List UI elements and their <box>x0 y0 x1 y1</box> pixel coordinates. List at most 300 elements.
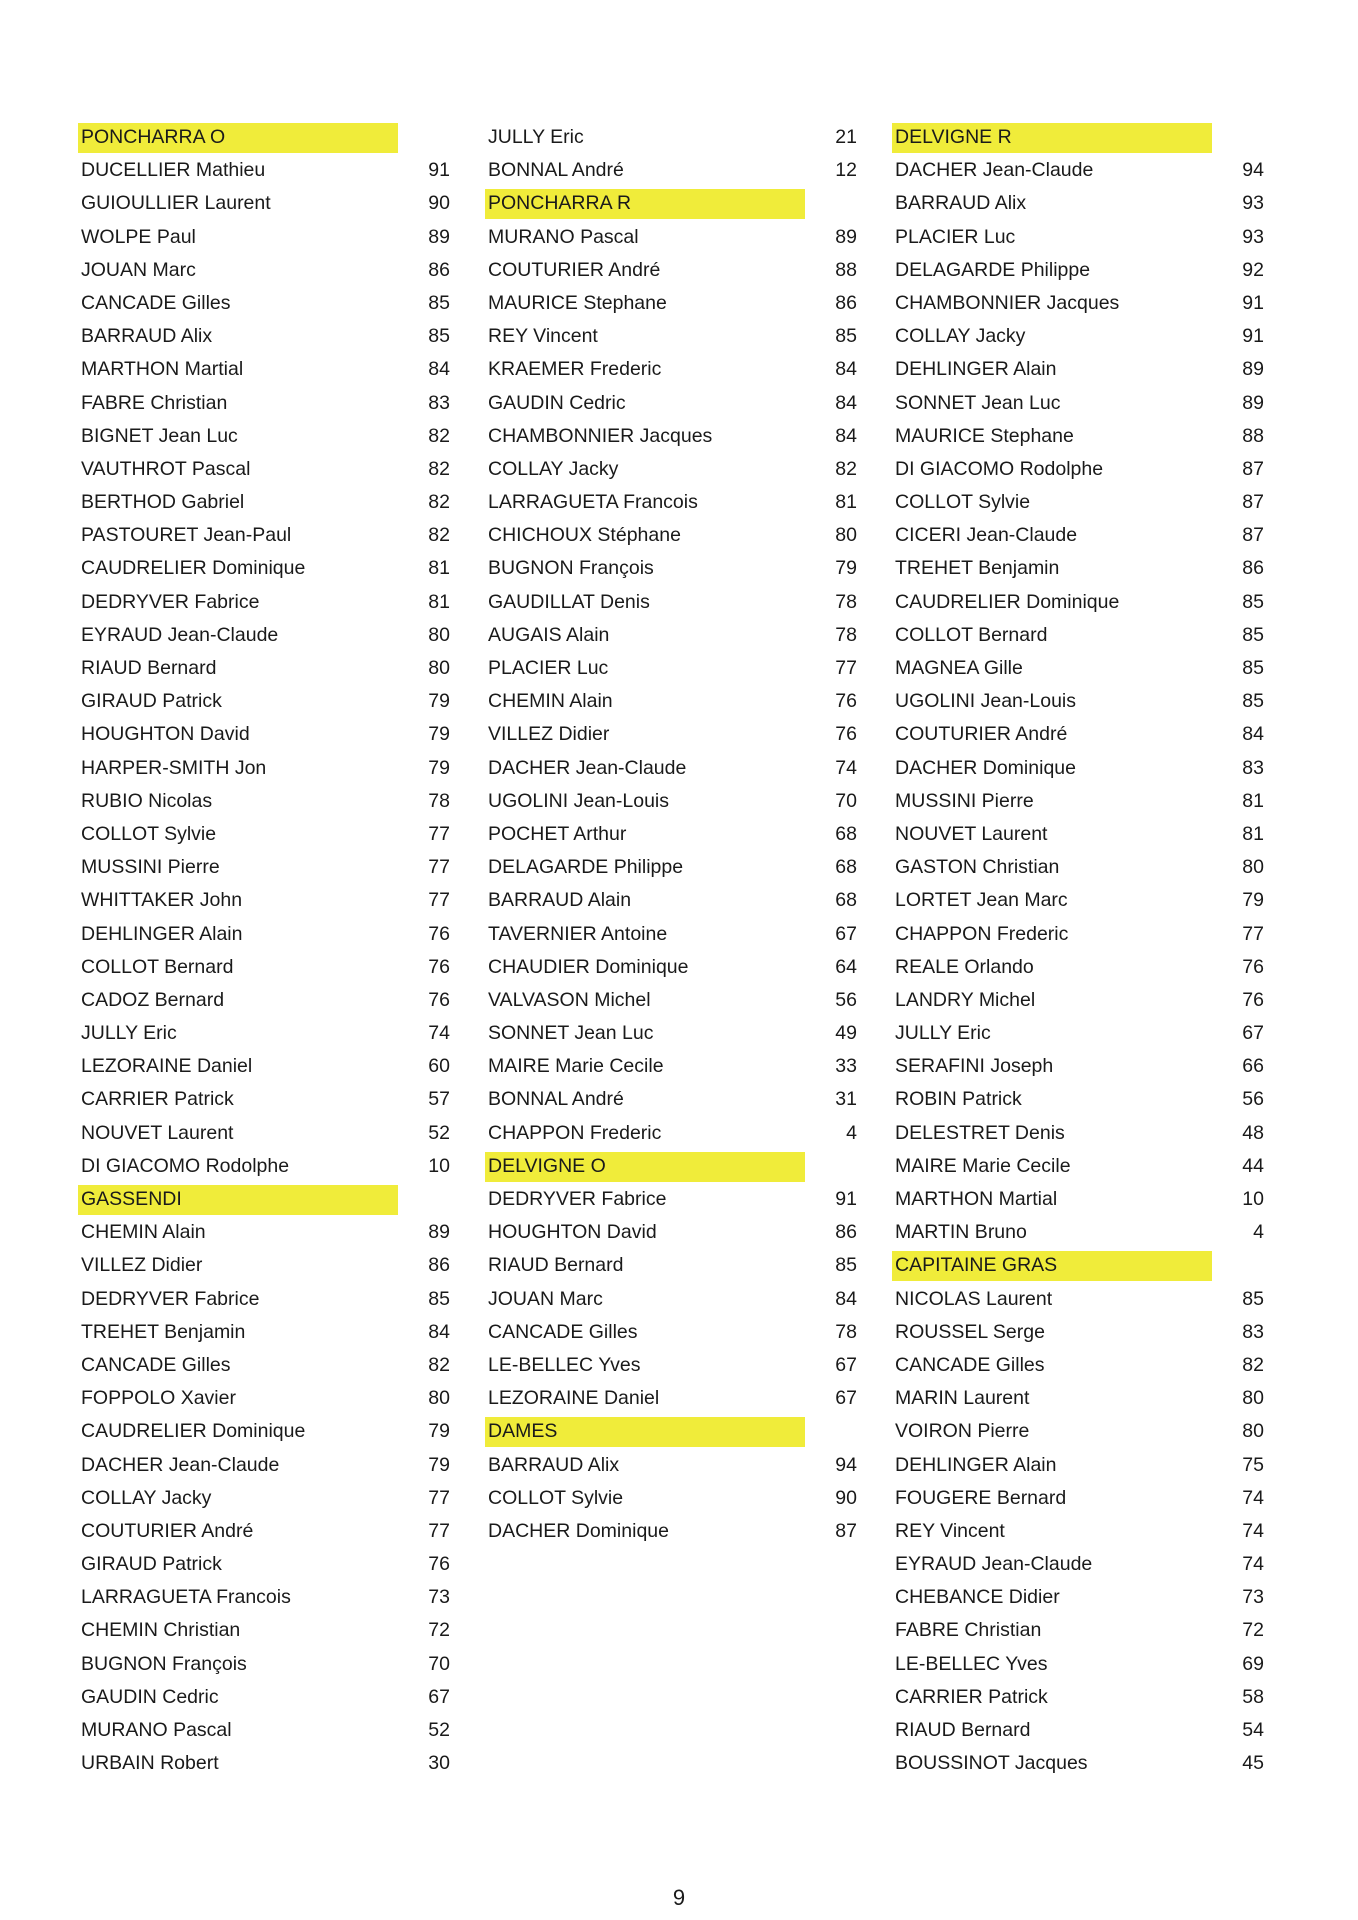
player-name: COLLAY Jacky <box>81 1486 212 1509</box>
player-name: MAURICE Stephane <box>895 424 1074 447</box>
score-row <box>485 586 857 619</box>
player-score: 89 <box>1242 358 1264 381</box>
score-row <box>78 1150 450 1183</box>
score-row <box>892 1747 1264 1780</box>
player-name: LEZORAINE Daniel <box>488 1387 660 1410</box>
player-score: 81 <box>428 557 450 580</box>
player-score: 84 <box>835 1287 857 1310</box>
player-score: 84 <box>835 391 857 414</box>
player-score: 86 <box>1242 557 1264 580</box>
player-score: 80 <box>428 657 450 679</box>
player-score: 12 <box>835 159 857 182</box>
score-row <box>485 818 857 851</box>
score-row <box>485 685 857 718</box>
player-name: PASTOURET Jean-Paul <box>81 524 292 547</box>
section-title: PONCHARRA R <box>488 192 632 215</box>
score-row <box>892 1415 1264 1448</box>
score-row <box>485 1449 857 1482</box>
player-name: CAUDRELIER Dominique <box>81 557 306 580</box>
score-row <box>485 1083 857 1116</box>
player-score: 67 <box>835 922 857 945</box>
score-row <box>892 420 1264 453</box>
score-row <box>892 1548 1264 1581</box>
player-name: CANCADE Gilles <box>895 1353 1045 1376</box>
player-name: DUCELLIER Mathieu <box>81 159 266 182</box>
score-row <box>485 1216 857 1249</box>
player-name: CHAMBONNIER Jacques <box>895 291 1120 314</box>
player-name: DACHER Dominique <box>488 1519 669 1542</box>
score-row <box>892 1581 1264 1614</box>
score-row <box>485 1050 857 1083</box>
player-score: 85 <box>428 291 450 314</box>
score-row <box>485 884 857 917</box>
player-name: BARRAUD Alain <box>488 889 632 912</box>
score-row <box>485 353 857 386</box>
score-row <box>892 685 1264 718</box>
player-score: 45 <box>1242 1752 1264 1775</box>
player-score: 52 <box>428 1121 450 1144</box>
player-score: 57 <box>428 1088 450 1111</box>
score-row <box>78 718 450 751</box>
player-name: BARRAUD Alix <box>488 1453 620 1476</box>
score-row <box>892 851 1264 884</box>
player-score: 84 <box>835 358 857 381</box>
score-row <box>892 353 1264 386</box>
player-score: 74 <box>835 756 857 779</box>
score-row <box>78 221 450 254</box>
player-score: 85 <box>428 325 450 348</box>
score-row <box>892 884 1264 917</box>
player-score: 73 <box>428 1586 450 1609</box>
player-name: MAURICE Stephane <box>488 291 667 314</box>
player-name: KRAEMER Frederic <box>488 358 662 381</box>
player-score: 80 <box>1242 856 1264 879</box>
player-score: 77 <box>835 657 857 679</box>
player-name: FABRE Christian <box>895 1619 1042 1642</box>
player-score: 87 <box>835 1519 857 1542</box>
player-score: 80 <box>835 524 857 547</box>
player-score: 10 <box>428 1154 450 1177</box>
player-score: 78 <box>428 789 450 812</box>
player-score: 49 <box>835 1022 857 1045</box>
column-3 <box>892 121 1264 1780</box>
score-row <box>892 387 1264 420</box>
player-name: GASTON Christian <box>895 856 1060 879</box>
score-row <box>78 1382 450 1415</box>
section-header <box>485 187 857 220</box>
score-row <box>78 752 450 785</box>
player-score: 90 <box>428 192 450 215</box>
player-score: 78 <box>835 1320 857 1343</box>
score-row <box>485 486 857 519</box>
score-row <box>892 552 1264 585</box>
player-score: 60 <box>428 1055 450 1078</box>
player-score: 84 <box>428 358 450 381</box>
player-score: 67 <box>428 1685 450 1708</box>
player-score: 74 <box>428 1022 450 1045</box>
player-score: 21 <box>835 126 857 148</box>
player-name: HOUGHTON David <box>81 723 250 746</box>
player-score: 77 <box>428 822 450 845</box>
page-number: 9 <box>672 1885 686 1910</box>
player-name: COLLAY Jacky <box>488 457 619 480</box>
score-row <box>485 1117 857 1150</box>
player-name: LARRAGUETA Francois <box>81 1586 291 1609</box>
player-score: 81 <box>1242 822 1264 845</box>
player-name: JOUAN Marc <box>488 1287 603 1310</box>
score-row <box>78 918 450 951</box>
player-name: MUSSINI Pierre <box>81 856 220 879</box>
player-score: 85 <box>1242 623 1264 646</box>
player-score: 91 <box>1242 325 1264 348</box>
player-name: MURANO Pascal <box>488 225 639 248</box>
player-score: 84 <box>1242 723 1264 746</box>
player-score: 4 <box>846 1121 857 1144</box>
player-score: 82 <box>428 457 450 480</box>
player-score: 76 <box>835 723 857 746</box>
section-title: CAPITAINE GRAS <box>895 1254 1058 1277</box>
player-name: COUTURIER André <box>488 258 661 281</box>
player-name: NOUVET Laurent <box>895 822 1048 845</box>
player-name: COLLAY Jacky <box>895 325 1026 348</box>
score-row <box>78 1714 450 1747</box>
score-row <box>485 984 857 1017</box>
player-score: 83 <box>1242 756 1264 779</box>
score-row <box>892 984 1264 1017</box>
player-score: 79 <box>428 1420 450 1443</box>
player-name: JULLY Eric <box>81 1022 177 1045</box>
score-row <box>892 1017 1264 1050</box>
score-row <box>892 1183 1264 1216</box>
player-name: RIAUD Bernard <box>895 1719 1031 1741</box>
player-score: 89 <box>1242 391 1264 414</box>
score-row <box>78 851 450 884</box>
score-row <box>78 420 450 453</box>
player-score: 56 <box>1242 1088 1264 1111</box>
player-name: FOUGERE Bernard <box>895 1486 1067 1509</box>
player-name: DELAGARDE Philippe <box>488 856 684 879</box>
player-score: 30 <box>428 1752 450 1775</box>
section-header <box>78 1183 450 1216</box>
player-score: 56 <box>835 988 857 1011</box>
player-name: CHAUDIER Dominique <box>488 955 689 978</box>
player-name: HARPER-SMITH Jon <box>81 756 267 779</box>
score-row <box>892 1449 1264 1482</box>
score-row <box>78 1316 450 1349</box>
player-score: 77 <box>1242 922 1264 945</box>
score-row <box>892 1648 1264 1681</box>
score-row <box>485 1316 857 1349</box>
column-1 <box>78 121 450 1780</box>
score-row <box>892 519 1264 552</box>
score-row <box>892 187 1264 220</box>
score-row <box>892 1482 1264 1515</box>
player-name: GUIOULLIER Laurent <box>81 192 271 215</box>
player-score: 78 <box>835 623 857 646</box>
score-row <box>892 1382 1264 1415</box>
player-score: 84 <box>835 424 857 447</box>
player-score: 81 <box>835 491 857 514</box>
section-title: DAMES <box>488 1420 558 1443</box>
score-row <box>78 884 450 917</box>
player-score: 80 <box>428 623 450 646</box>
player-score: 80 <box>428 1387 450 1410</box>
player-name: EYRAUD Jean-Claude <box>895 1553 1093 1576</box>
score-row <box>485 652 857 685</box>
player-score: 82 <box>428 424 450 447</box>
score-row <box>78 187 450 220</box>
player-score: 79 <box>428 690 450 713</box>
player-name: TREHET Benjamin <box>81 1320 246 1343</box>
player-name: MUSSINI Pierre <box>895 789 1034 812</box>
player-name: DACHER Dominique <box>895 756 1076 779</box>
section-title: PONCHARRA O <box>81 126 226 148</box>
score-row <box>485 718 857 751</box>
player-score: 79 <box>428 1453 450 1476</box>
score-row <box>78 1017 450 1050</box>
score-row <box>892 154 1264 187</box>
player-name: LORTET Jean Marc <box>895 889 1068 912</box>
player-score: 89 <box>428 1221 450 1244</box>
score-row <box>485 619 857 652</box>
score-row <box>78 1117 450 1150</box>
player-name: CHEMIN Christian <box>81 1619 241 1642</box>
player-name: DEHLINGER Alain <box>81 922 243 945</box>
player-score: 70 <box>835 789 857 812</box>
player-name: GIRAUD Patrick <box>81 1553 222 1576</box>
score-row <box>892 1216 1264 1249</box>
player-name: CARRIER Patrick <box>81 1088 234 1111</box>
score-row <box>892 785 1264 818</box>
player-name: CAUDRELIER Dominique <box>81 1420 306 1443</box>
score-row <box>78 785 450 818</box>
player-score: 76 <box>1242 955 1264 978</box>
player-name: MURANO Pascal <box>81 1719 232 1741</box>
player-name: DELAGARDE Philippe <box>895 258 1091 281</box>
player-name: DEDRYVER Fabrice <box>81 590 260 613</box>
player-score: 74 <box>1242 1486 1264 1509</box>
section-header <box>892 1249 1264 1282</box>
player-name: FOPPOLO Xavier <box>81 1387 236 1410</box>
player-score: 70 <box>428 1652 450 1675</box>
player-score: 89 <box>428 225 450 248</box>
player-score: 31 <box>835 1088 857 1111</box>
player-score: 68 <box>835 822 857 845</box>
score-row <box>78 1249 450 1282</box>
score-row <box>892 320 1264 353</box>
player-score: 85 <box>428 1287 450 1310</box>
score-row <box>78 1581 450 1614</box>
player-name: CADOZ Bernard <box>81 988 225 1011</box>
score-row <box>892 652 1264 685</box>
player-name: EYRAUD Jean-Claude <box>81 623 279 646</box>
player-name: DACHER Jean-Claude <box>488 756 687 779</box>
player-name: COLLOT Bernard <box>895 623 1048 646</box>
score-row <box>485 420 857 453</box>
score-row <box>892 1083 1264 1116</box>
score-row <box>78 1515 450 1548</box>
score-row <box>78 1216 450 1249</box>
player-name: COLLOT Sylvie <box>895 491 1031 514</box>
player-score: 58 <box>1242 1685 1264 1708</box>
score-row <box>892 586 1264 619</box>
player-name: LE-BELLEC Yves <box>895 1652 1048 1675</box>
score-row <box>485 1382 857 1415</box>
player-name: BERTHOD Gabriel <box>81 491 245 514</box>
player-score: 85 <box>1242 590 1264 613</box>
player-name: MAGNEA Gille <box>895 657 1023 679</box>
player-score: 81 <box>428 590 450 613</box>
score-row <box>78 1449 450 1482</box>
player-name: DEDRYVER Fabrice <box>488 1188 667 1210</box>
player-score: 86 <box>428 1254 450 1277</box>
score-row <box>892 287 1264 320</box>
score-row <box>485 1017 857 1050</box>
player-name: LARRAGUETA Francois <box>488 491 698 514</box>
score-row <box>485 785 857 818</box>
player-name: CHAMBONNIER Jacques <box>488 424 713 447</box>
player-score: 52 <box>428 1719 450 1741</box>
player-score: 79 <box>428 756 450 779</box>
player-score: 87 <box>1242 491 1264 514</box>
player-name: VOIRON Pierre <box>895 1420 1030 1443</box>
player-score: 89 <box>835 225 857 248</box>
player-name: PLACIER Luc <box>488 657 609 679</box>
score-row <box>892 918 1264 951</box>
player-name: CHEBANCE Didier <box>895 1586 1060 1609</box>
player-score: 94 <box>835 1453 857 1476</box>
player-name: BUGNON François <box>488 557 654 580</box>
score-row <box>485 519 857 552</box>
score-row <box>78 1681 450 1714</box>
score-row <box>78 1747 450 1780</box>
score-row <box>892 453 1264 486</box>
player-name: CHEMIN Alain <box>81 1221 206 1244</box>
player-score: 48 <box>1242 1121 1264 1144</box>
player-name: CARRIER Patrick <box>895 1685 1048 1708</box>
player-name: MAIRE Marie Cecile <box>488 1055 664 1078</box>
player-score: 66 <box>1242 1055 1264 1078</box>
player-score: 85 <box>835 1254 857 1277</box>
player-name: CHICHOUX Stéphane <box>488 524 681 547</box>
player-name: DACHER Jean-Claude <box>895 159 1094 182</box>
player-score: 44 <box>1242 1154 1264 1177</box>
player-name: COLLOT Bernard <box>81 955 234 978</box>
player-score: 86 <box>428 258 450 281</box>
player-score: 4 <box>1253 1221 1264 1244</box>
player-score: 91 <box>1242 291 1264 314</box>
player-name: VAUTHROT Pascal <box>81 457 251 480</box>
player-score: 82 <box>1242 1353 1264 1376</box>
player-score: 73 <box>1242 1586 1264 1609</box>
section-header <box>892 121 1264 154</box>
score-row <box>892 1714 1264 1747</box>
player-score: 76 <box>835 690 857 713</box>
player-name: REALE Orlando <box>895 955 1034 978</box>
player-score: 76 <box>428 1553 450 1576</box>
player-name: LANDRY Michel <box>895 988 1036 1011</box>
player-name: BONNAL André <box>488 1088 624 1111</box>
player-name: DEHLINGER Alain <box>895 1453 1057 1476</box>
player-name: GAUDILLAT Denis <box>488 590 650 613</box>
player-name: BARRAUD Alix <box>81 325 213 348</box>
player-score: 68 <box>835 889 857 912</box>
score-row <box>485 851 857 884</box>
player-name: WOLPE Paul <box>81 225 196 248</box>
score-row <box>892 1515 1264 1548</box>
player-score: 91 <box>428 159 450 182</box>
player-score: 82 <box>835 457 857 480</box>
player-name: TREHET Benjamin <box>895 557 1060 580</box>
player-score: 86 <box>835 1221 857 1244</box>
score-row <box>892 718 1264 751</box>
score-row <box>485 918 857 951</box>
player-name: CHAPPON Frederic <box>895 922 1069 945</box>
score-row <box>485 1482 857 1515</box>
player-name: CANCADE Gilles <box>81 291 231 314</box>
player-score: 77 <box>428 1486 450 1509</box>
player-name: CANCADE Gilles <box>81 1353 231 1376</box>
score-row <box>892 254 1264 287</box>
player-name: SONNET Jean Luc <box>488 1022 654 1045</box>
player-score: 78 <box>835 590 857 613</box>
player-score: 82 <box>428 1353 450 1376</box>
score-row <box>78 1482 450 1515</box>
score-row <box>892 1050 1264 1083</box>
score-row <box>78 1283 450 1316</box>
player-score: 79 <box>428 723 450 746</box>
player-name: RUBIO Nicolas <box>81 789 213 812</box>
player-name: DACHER Jean-Claude <box>81 1453 280 1476</box>
score-row <box>78 619 450 652</box>
player-score: 88 <box>835 258 857 281</box>
player-name: COLLOT Sylvie <box>81 822 217 845</box>
score-row <box>485 387 857 420</box>
player-score: 94 <box>1242 159 1264 182</box>
player-name: BOUSSINOT Jacques <box>895 1752 1088 1775</box>
score-row <box>892 951 1264 984</box>
player-score: 82 <box>428 491 450 514</box>
score-row <box>78 652 450 685</box>
player-name: COLLOT Sylvie <box>488 1486 624 1509</box>
player-score: 83 <box>1242 1320 1264 1343</box>
player-score: 79 <box>1242 889 1264 912</box>
player-name: JOUAN Marc <box>81 258 196 281</box>
player-name: WHITTAKER John <box>81 889 243 912</box>
player-score: 75 <box>1242 1453 1264 1476</box>
score-row <box>892 1283 1264 1316</box>
section-header <box>78 121 450 154</box>
player-score: 72 <box>428 1619 450 1642</box>
player-name: GIRAUD Patrick <box>81 690 222 713</box>
score-row <box>78 1614 450 1647</box>
score-row <box>892 221 1264 254</box>
player-name: MARTHON Martial <box>81 358 244 381</box>
player-name: URBAIN Robert <box>81 1752 219 1775</box>
player-score: 80 <box>1242 1387 1264 1410</box>
score-row <box>892 619 1264 652</box>
score-row <box>78 519 450 552</box>
score-row <box>78 1050 450 1083</box>
score-row <box>485 1349 857 1382</box>
player-name: GAUDIN Cedric <box>488 391 626 414</box>
player-score: 91 <box>835 1188 857 1210</box>
score-row <box>892 1150 1264 1183</box>
player-name: JULLY Eric <box>895 1022 991 1045</box>
player-name: MARTIN Bruno <box>895 1221 1027 1244</box>
score-row <box>78 254 450 287</box>
player-score: 77 <box>428 1519 450 1542</box>
